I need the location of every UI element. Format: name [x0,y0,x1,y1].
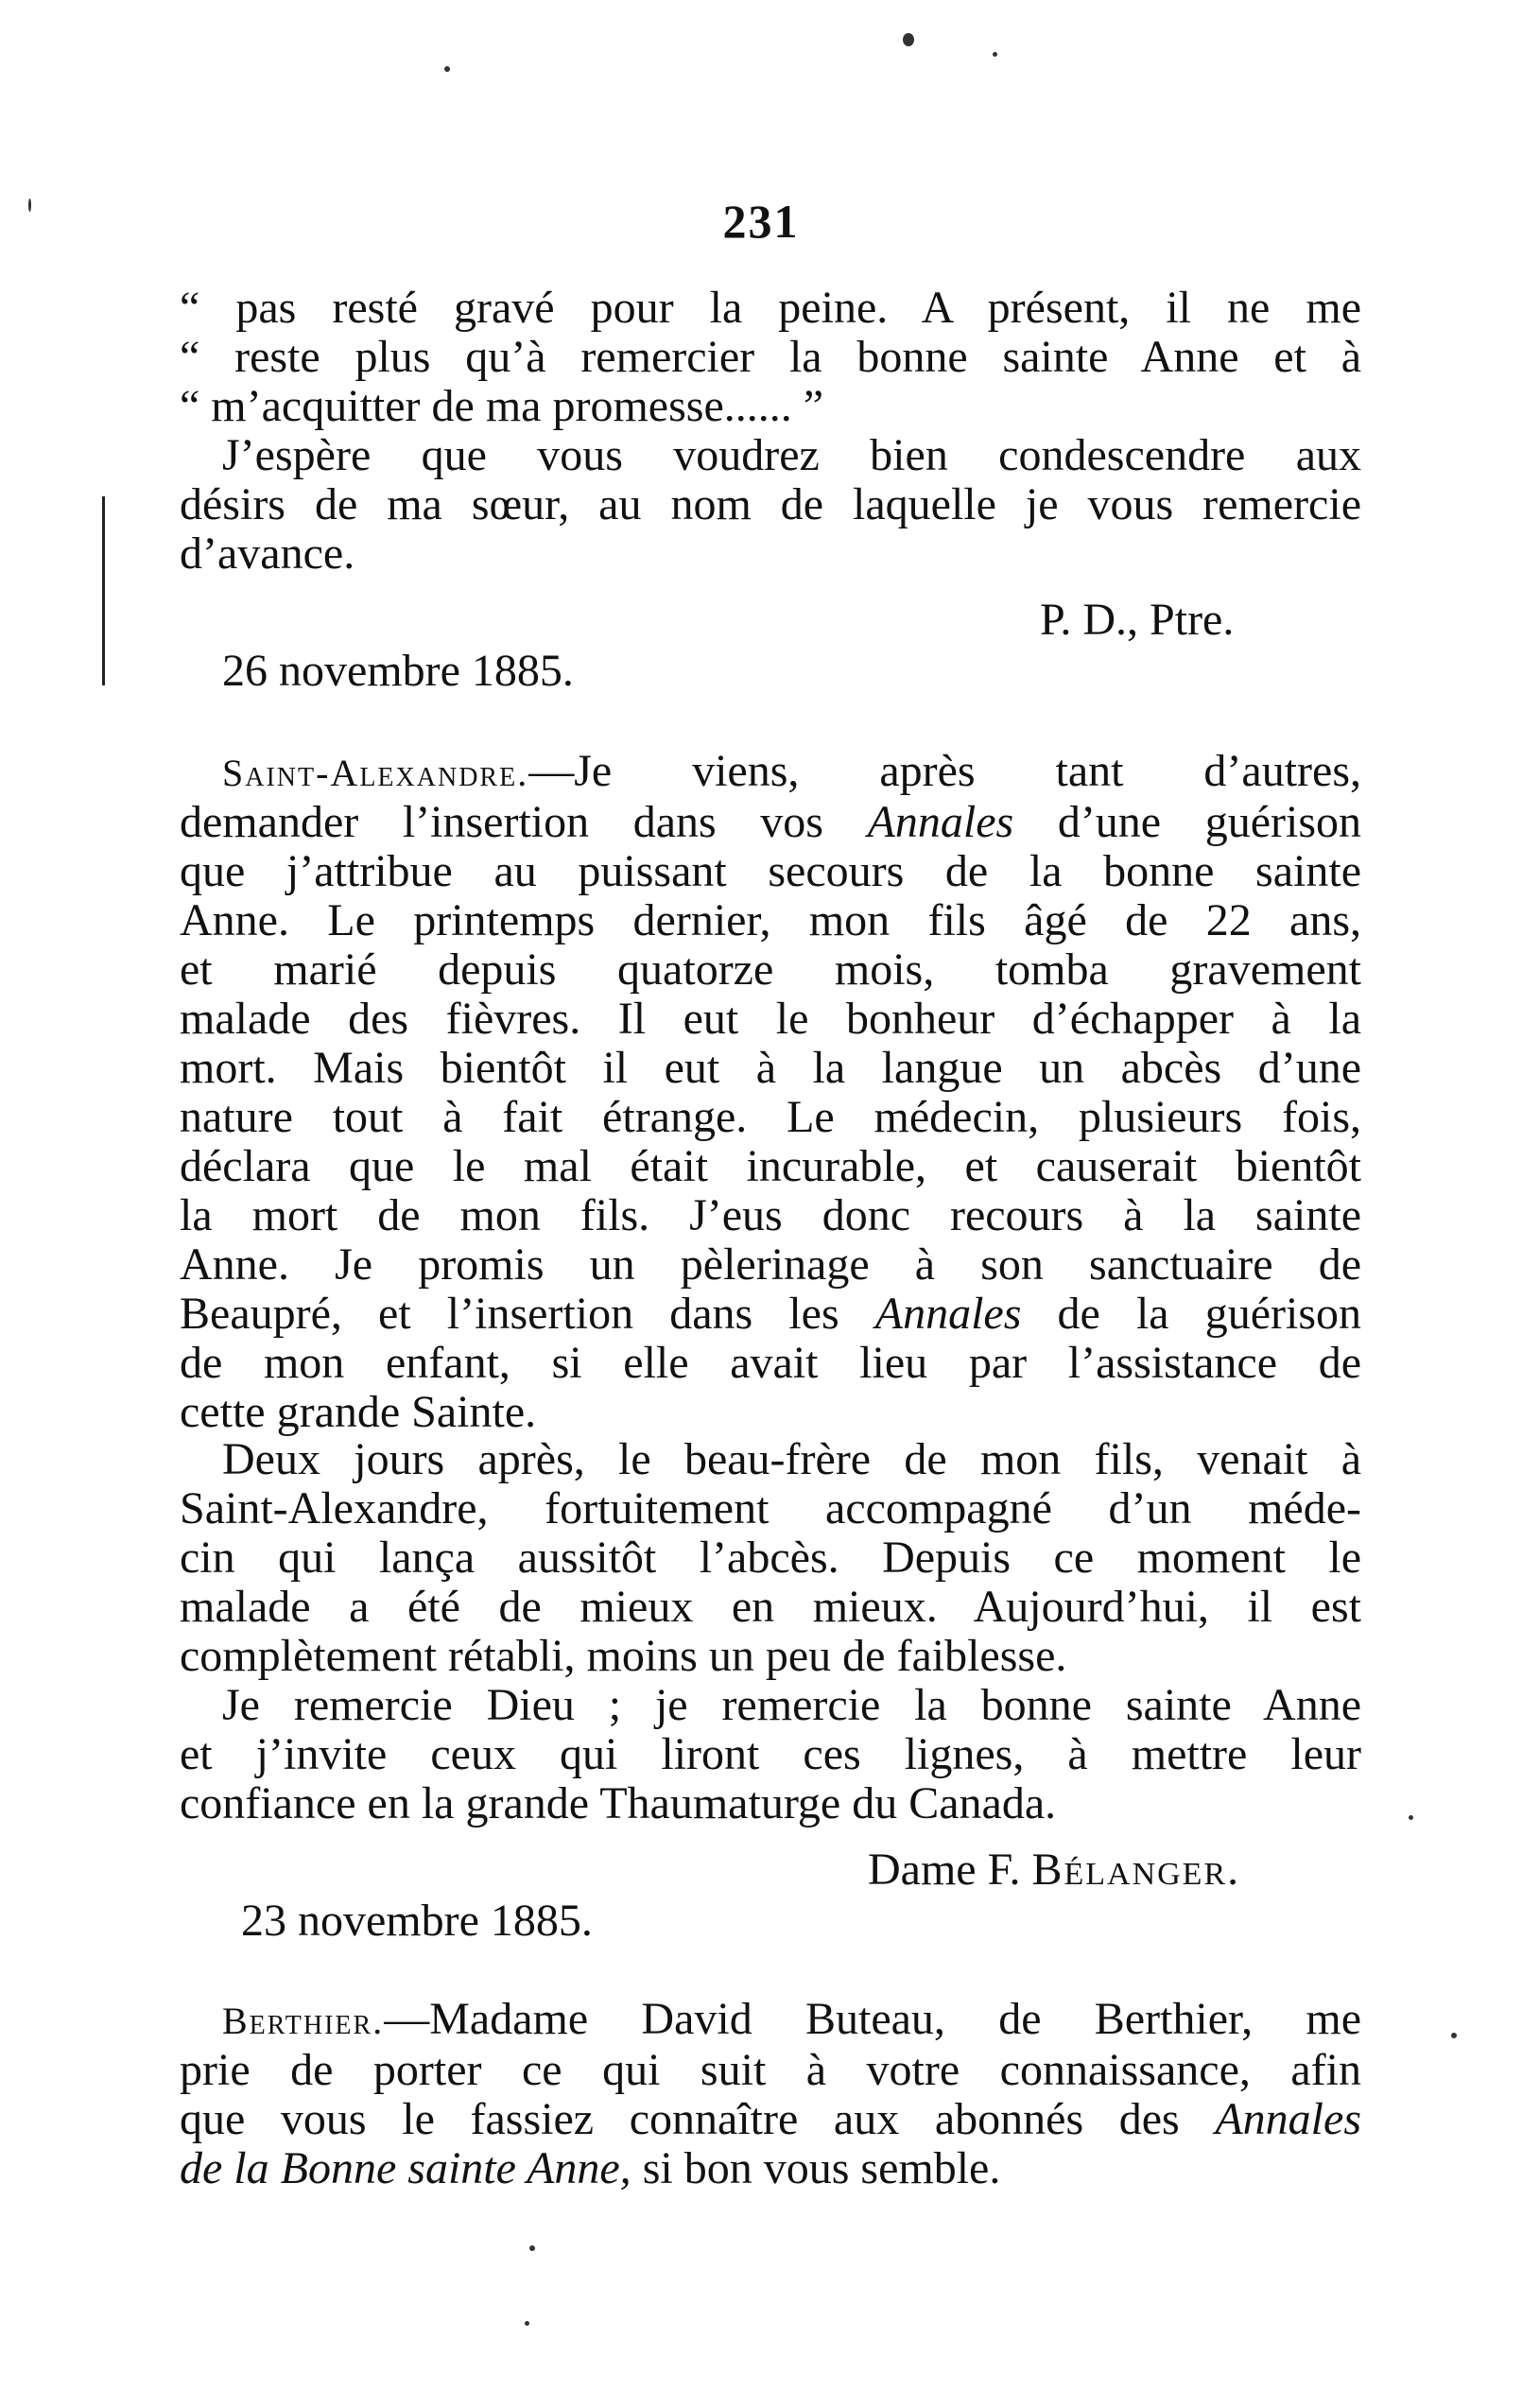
paragraph-line: la mort de mon fils. J’eus donc recours à la sainte [180,1190,1361,1240]
paragraph-line: que j’attribue au puissant secours de la bonne sainte [180,846,1361,896]
scan-speck [993,52,997,57]
scan-speck [1409,1815,1413,1820]
letter-1-date: 26 novembre 1885. [222,646,574,696]
annales-word: Annales [1215,2094,1361,2144]
place-name: Saint-Alexandre. [222,752,529,794]
paragraph-line: Deux jours après, le beau-frère de mon fils, venait à [222,1434,1361,1484]
scan-speck [1451,2033,1457,2038]
paragraph-line: J’espère que vous voudrez bien condescendre aux [222,430,1361,480]
paragraph-line: complètement rétabli, moins un peu de faiblesse. [180,1631,1067,1681]
letter-2-paragraph-1 [180,747,1361,1437]
line-text: —Je viens, après tant d’autres, [528,746,1361,796]
paragraph-line: de mon enfant, si elle avait lieu par l’assistance de [180,1338,1361,1388]
line-text: de la guérison [1021,1289,1362,1339]
margin-mark [102,496,105,685]
scan-speck [529,2245,535,2251]
paragraph-line [180,798,1361,847]
scan-speck [525,2321,529,2326]
signature-name: Bélanger. [1031,1845,1241,1895]
line-text: d’une guérison [1013,797,1361,847]
letter-2-signature [868,1844,1240,1896]
paragraph-line: mort. Mais bientôt il eut à la langue un abcès d’une [180,1043,1361,1093]
letter-2-paragraph-3 [180,1681,1361,1828]
paragraph-line [180,1290,1361,1339]
letter-2-date: 23 novembre 1885. [241,1896,593,1946]
paragraph-line: Anne. Le printemps dernier, mon fils âgé de 22 ans, [180,895,1361,945]
line-text: Beaupré, et l’insertion dans les [180,1289,875,1339]
scan-speck [903,33,914,46]
paragraph-line: confiance en la grande Thaumaturge du Canada. [180,1778,1057,1828]
paragraph-line: déclara que le mal était incurable, et causerait bientôt [180,1141,1361,1191]
paragraph-line: cette grande Sainte. [180,1387,537,1437]
line-text: demander l’insertion dans vos [180,797,868,847]
line-text: que vous le fassiez connaître aux abonnés des [180,2094,1216,2144]
page-number: 231 [722,195,800,248]
letter-3-paragraph [180,1995,1361,2193]
annales-word: Annales [867,797,1014,847]
paragraph-line [180,747,1361,798]
paragraph-line: malade des fièvres. Il eut le bonheur d’échapper à la [180,994,1361,1044]
paragraph-line: cin qui lança aussitôt l’abcès. Depuis ce moment le [180,1533,1361,1583]
scan-speck [28,199,31,212]
paragraph-line: désirs de ma sœur, au nom de laquelle je vous remercie [180,479,1361,529]
paragraph-line [180,1995,1361,2046]
signature-prefix: Dame F. [868,1845,1032,1895]
paragraph-line: Anne. Je promis un pèlerinage à son sanctuaire de [180,1239,1361,1290]
quote-line: “ pas resté gravé pour la peine. A présent, il ne me [180,283,1361,333]
letter-1-paragraph [180,431,1361,579]
paragraph-line: nature tout à fait étrange. Le médecin, plusieurs fois, [180,1092,1361,1142]
paragraph-line: d’avance. [180,528,355,579]
place-name: Berthier. [222,2000,385,2042]
paragraph-line: et j’invite ceux qui liront ces lignes, à mettre leur [180,1729,1361,1779]
letter-1-quote [180,284,1361,431]
paragraph-line: prie de porter ce qui suit à votre connaissance, afin [180,2045,1361,2095]
italic-title: de la Bonne sainte Anne, [180,2143,631,2193]
annales-word: Annales [874,1289,1022,1339]
paragraph-line: Saint-Alexandre, fortuitement accompagné d’un méde- [180,1483,1361,1533]
quote-line: “ m’acquitter de ma promesse...... ” [180,381,824,431]
scan-speck [444,66,450,72]
paragraph-line [180,2144,1361,2193]
paragraph-line: malade a été de mieux en mieux. Aujourd’hui, il est [180,1582,1361,1632]
paragraph-line: et marié depuis quatorze mois, tomba gravement [180,944,1361,995]
letter-1-signature: P. D., Ptre. [1040,595,1235,645]
paragraph-line: Je remercie Dieu ; je remercie la bonne sainte Anne [222,1680,1361,1730]
letter-2-paragraph-2 [180,1435,1361,1681]
quote-line: “ reste plus qu’à remercier la bonne sainte Anne et à [180,332,1361,382]
paragraph-line [180,2095,1361,2144]
line-text: —Madame David Buteau, de Berthier, me [384,1994,1361,2044]
line-text: si bon vous semble. [631,2143,1001,2193]
